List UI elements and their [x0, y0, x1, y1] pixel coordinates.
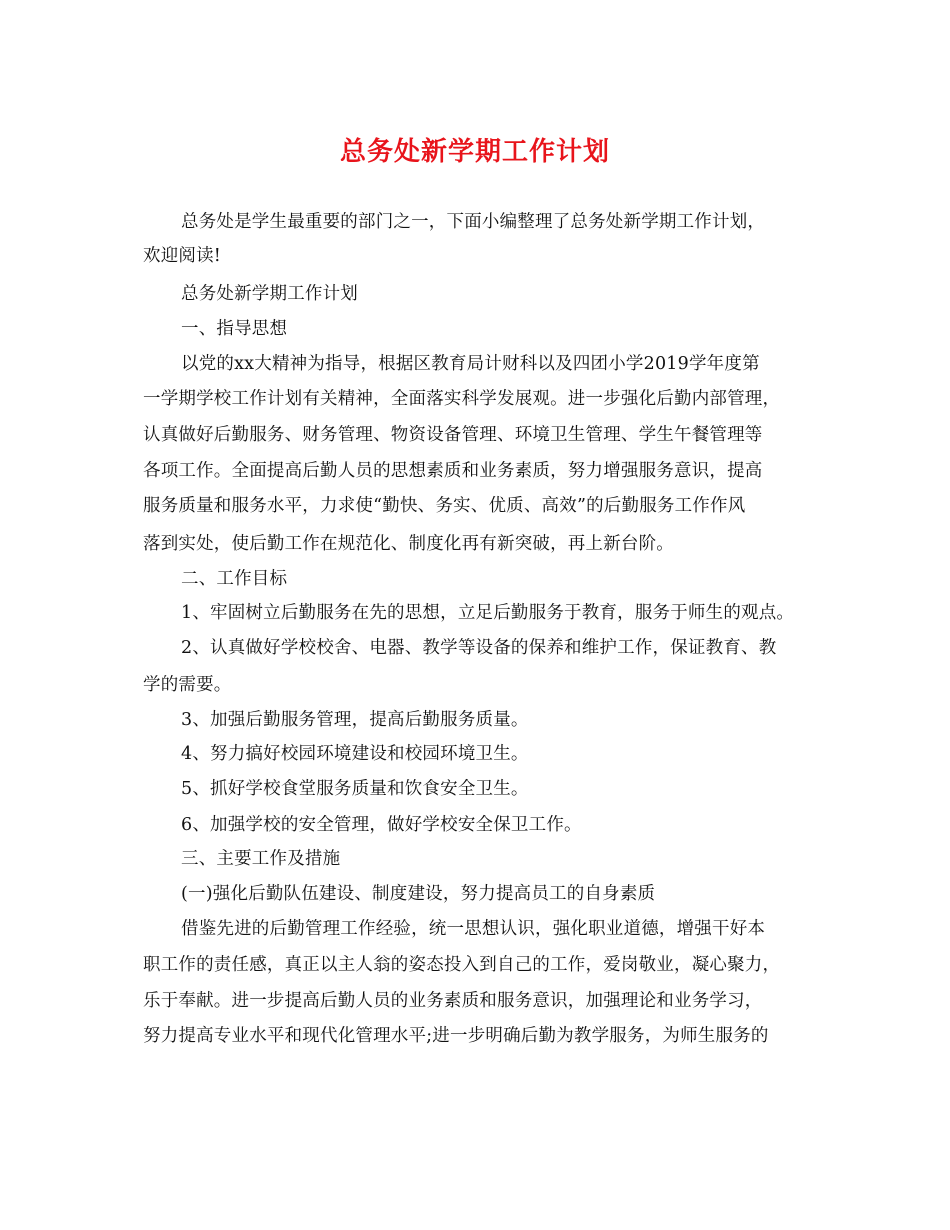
subsection-heading: (一)强化后勤队伍建设、制度建设，努力提高员工的自身素质: [181, 884, 656, 904]
section-heading: 三、主要工作及措施: [181, 849, 341, 869]
list-item: 1、牢固树立后勤服务在先的思想，立足后勤服务于教育，服务于师生的观点。: [181, 603, 795, 623]
paragraph-line: 总务处是学生最重要的部门之一，下面小编整理了总务处新学期工作计划，: [181, 212, 766, 232]
list-item: 4、努力搞好校园环境建设和校园环境卫生。: [181, 744, 529, 764]
paragraph-line: 职工作的责任感，真正以主人翁的姿态投入到自己的工作，爱岗敬业，凝心聚力，: [143, 955, 781, 975]
paragraph-line: 借鉴先进的后勤管理工作经验，统一思想认识，强化职业道德，增强干好本: [181, 919, 766, 939]
paragraph-line: 各项工作。全面提高后勤人员的思想素质和业务素质，努力增强服务意识，提高: [143, 461, 763, 481]
document-title: 总务处新学期工作计划: [339, 137, 610, 167]
section-heading: 二、工作目标: [181, 569, 288, 589]
list-item: 3、加强后勤服务管理，提高后勤服务质量。: [181, 710, 529, 730]
paragraph-line: 认真做好后勤服务、财务管理、物资设备管理、环境卫生管理、学生午餐管理等: [143, 425, 763, 445]
list-item: 5、抓好学校食堂服务质量和饮食安全卫生。: [181, 779, 529, 799]
paragraph-line: 乐于奉献。进一步提高后勤人员的业务素质和服务意识，加强理论和业务学习，: [143, 991, 763, 1011]
paragraph-line: 以党的xx大精神为指导，根据区教育局计财科以及四团小学2019学年度第: [181, 354, 760, 374]
list-item: 2、认真做好学校校舍、电器、教学等设备的保养和维护工作，保证教育、教: [181, 638, 777, 658]
paragraph-line: 努力提高专业水平和现代化管理水平;进一步明确后勤为教学服务，为师生服务的: [143, 1026, 769, 1046]
paragraph-line: 服务质量和服务水平，力求使“勤快、务实、优质、高效”的后勤服务工作作风: [143, 496, 746, 516]
paragraph-line: 一学期学校工作计划有关精神，全面落实科学发展观。进一步强化后勤内部管理，: [143, 389, 781, 409]
paragraph-line: 总务处新学期工作计划: [181, 284, 358, 304]
paragraph-line: 落到实处，使后勤工作在规范化、制度化再有新突破，再上新台阶。: [143, 534, 674, 554]
list-item: 6、加强学校的安全管理，做好学校安全保卫工作。: [181, 815, 582, 835]
list-item-continuation: 学的需要。: [143, 675, 232, 695]
paragraph-line: 欢迎阅读!: [143, 246, 222, 266]
section-heading: 一、指导思想: [181, 319, 288, 339]
